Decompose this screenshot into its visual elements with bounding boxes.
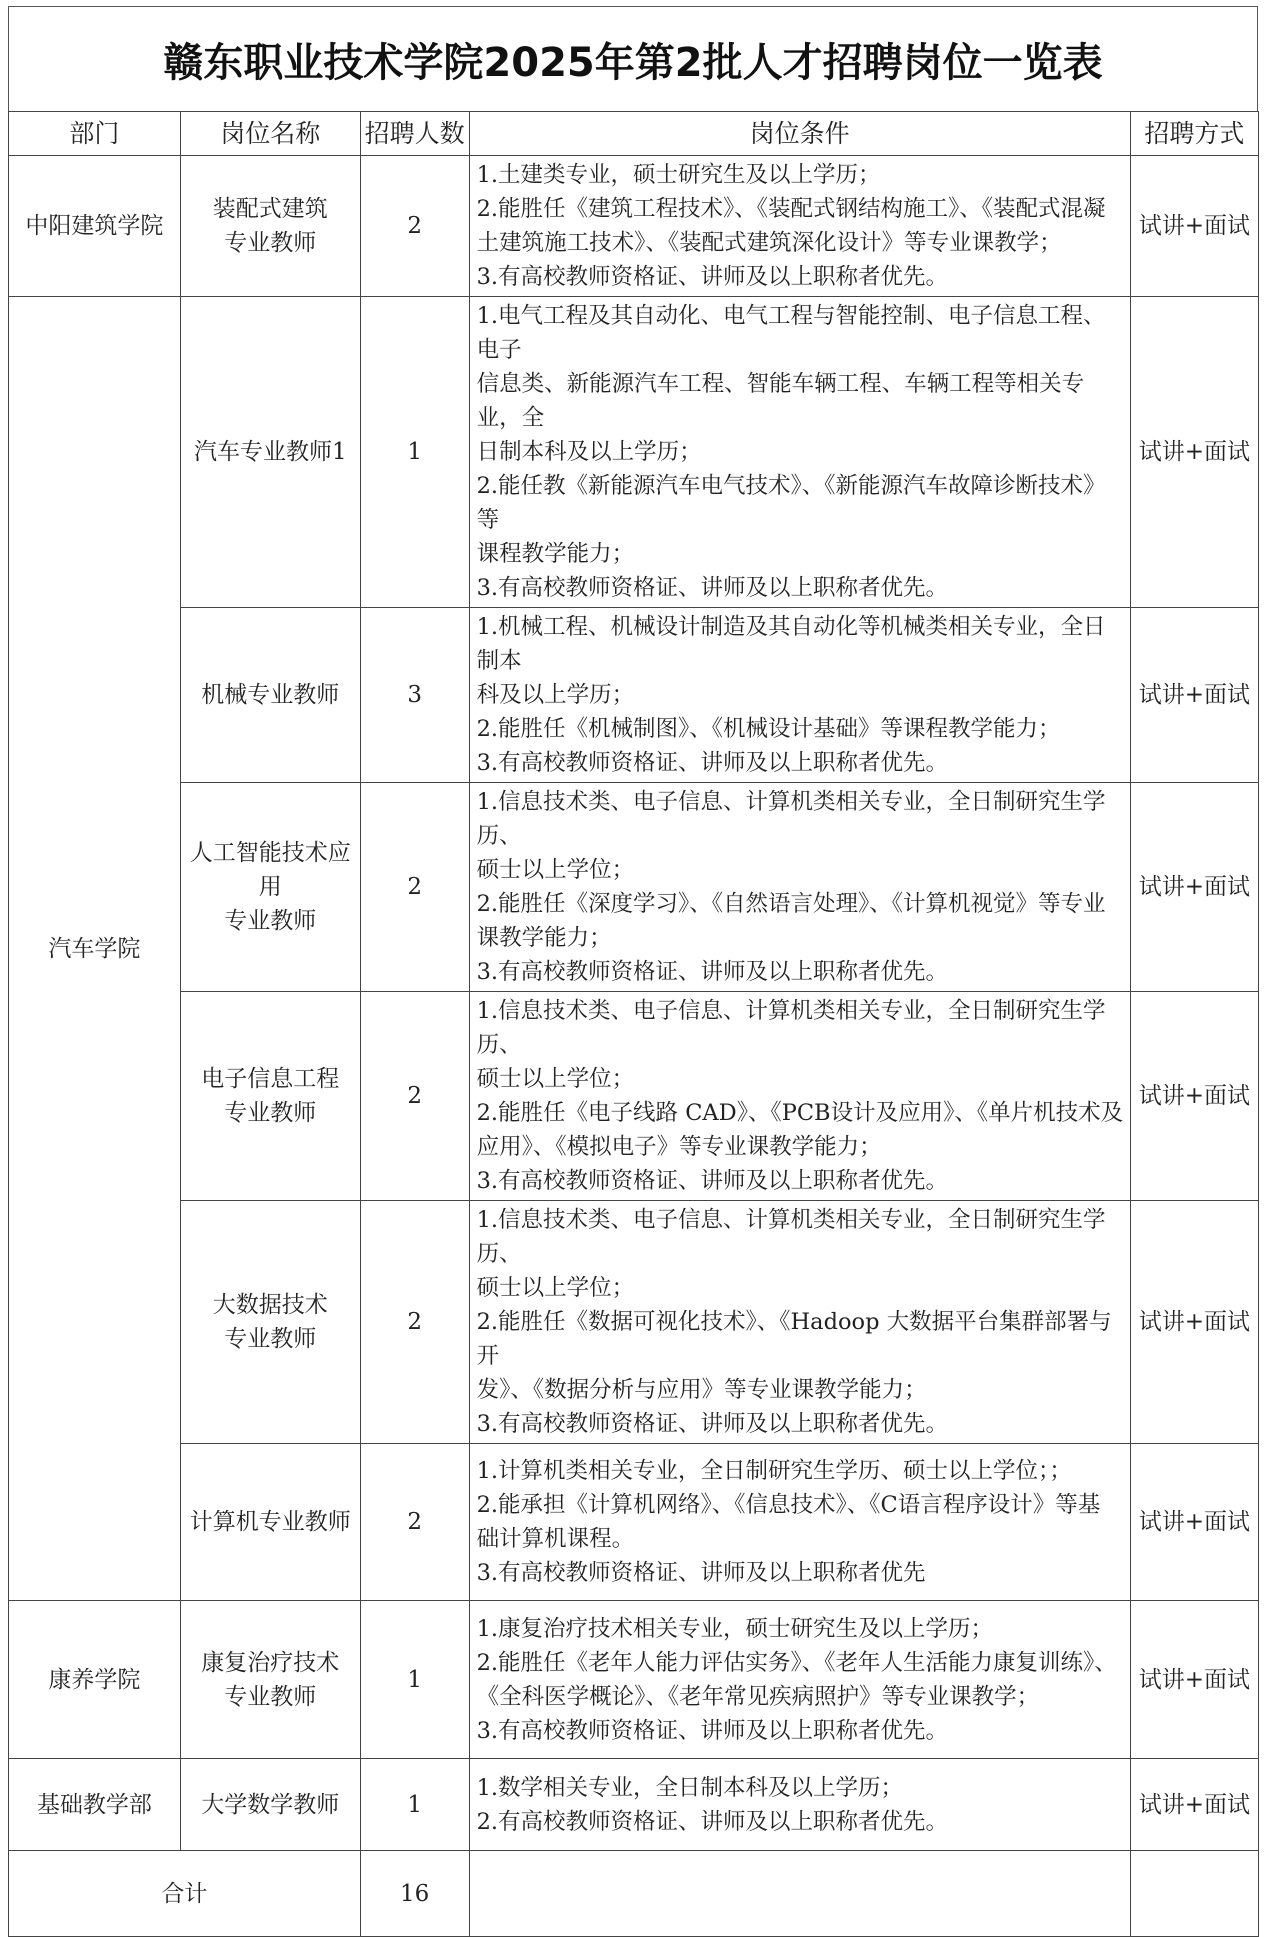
position-cell — [180, 1444, 360, 1601]
header-conditions: 岗位条件 — [469, 112, 1130, 156]
condition-line: 3.有高校教师资格证、讲师及以上职称者优先。 — [476, 1168, 949, 1194]
position-line: 电子信息工程 — [201, 1066, 340, 1092]
condition-line: 3.有高校教师资格证、讲师及以上职称者优先。 — [476, 1411, 949, 1437]
position-cell — [180, 297, 360, 608]
method-cell: 试讲+面试 — [1130, 608, 1258, 783]
position-line: 汽车专业教师1 — [193, 439, 347, 465]
header-method: 招聘方式 — [1130, 112, 1258, 156]
position-line: 大学数学教师 — [201, 1791, 340, 1818]
total-empty-method — [1130, 1851, 1258, 1937]
condition-line: 3.有高校教师资格证、讲师及以上职称者优先。 — [476, 1717, 949, 1744]
condition-line: 2.能胜任《老年人能力评估实务》、《老年人生活能力康复训练》、 — [476, 1649, 1117, 1676]
condition-line: 3.有高校教师资格证、讲师及以上职称者优先。 — [476, 575, 949, 601]
conditions-cell — [469, 297, 1130, 608]
position-cell — [180, 1759, 360, 1851]
count-cell: 1 — [360, 1759, 469, 1851]
position-line: 专业教师 — [224, 1100, 317, 1126]
conditions-cell — [469, 156, 1130, 297]
position-line: 康复治疗技术 — [201, 1649, 340, 1676]
condition-line: 1.土建类专业，硕士研究生及以上学历； — [476, 162, 881, 188]
position-line: 人工智能技术应用 — [189, 840, 351, 900]
dept-cell: 汽车学院 — [9, 297, 181, 1601]
condition-line: 1.计算机类相关专业，全日制研究生学历、硕士以上学位；； — [476, 1458, 1072, 1484]
condition-line: 课教学能力； — [476, 925, 612, 951]
condition-line: 2.能胜任《深度学习》、《自然语言处理》、《计算机视觉》等专业 — [476, 891, 1106, 917]
position-line: 机械专业教师 — [201, 682, 340, 708]
table-row — [9, 1601, 1259, 1759]
header-count: 招聘人数 — [360, 112, 469, 156]
condition-line: 1.信息技术类、电子信息、计算机类相关专业，全日制研究生学历、 — [476, 1207, 1106, 1267]
conditions-cell — [469, 1201, 1130, 1444]
position-line: 专业教师 — [224, 1683, 317, 1710]
count-cell: 1 — [360, 297, 469, 608]
condition-line: 3.有高校教师资格证、讲师及以上职称者优先 — [476, 1560, 926, 1586]
condition-line: 发》、《数据分析与应用》等专业课教学能力； — [476, 1377, 927, 1403]
condition-line: 信息类、新能源汽车工程、智能车辆工程、车辆工程等相关专业，全 — [476, 371, 1085, 431]
condition-line: 1.数学相关专业，全日制本科及以上学历； — [476, 1774, 904, 1801]
position-line: 专业教师 — [224, 230, 317, 256]
position-line: 计算机专业教师 — [189, 1509, 351, 1535]
position-line: 专业教师 — [224, 908, 317, 934]
method-cell: 试讲+面试 — [1130, 297, 1258, 608]
conditions-cell — [469, 992, 1130, 1201]
table-row — [9, 297, 1259, 608]
dept-cell: 中阳建筑学院 — [9, 156, 181, 297]
conditions-cell — [469, 608, 1130, 783]
table-row — [9, 992, 1259, 1201]
recruitment-table — [8, 111, 1259, 1937]
condition-line: 日制本科及以上学历； — [476, 439, 702, 465]
condition-line: 课程教学能力； — [476, 541, 635, 567]
condition-line: 科及以上学历； — [476, 682, 635, 708]
count-cell: 2 — [360, 992, 469, 1201]
position-cell — [180, 156, 360, 297]
table-row — [9, 608, 1259, 783]
count-cell: 2 — [360, 156, 469, 297]
condition-line: 硕士以上学位； — [476, 857, 635, 883]
table-row — [9, 1201, 1259, 1444]
condition-line: 应用》、《模拟电子》等专业课教学能力； — [476, 1134, 882, 1160]
conditions-cell — [469, 1444, 1130, 1601]
dept-cell: 康养学院 — [9, 1601, 181, 1759]
condition-line: 土建筑施工技术》、《装配式建筑深化设计》等专业课教学； — [476, 230, 1062, 256]
conditions-cell — [469, 783, 1130, 992]
position-cell — [180, 783, 360, 992]
count-cell: 1 — [360, 1601, 469, 1759]
total-count: 16 — [360, 1851, 469, 1937]
table-row — [9, 1759, 1259, 1851]
count-cell: 2 — [360, 783, 469, 992]
condition-line: 2.有高校教师资格证、讲师及以上职称者优先。 — [476, 1808, 949, 1835]
condition-line: 3.有高校教师资格证、讲师及以上职称者优先。 — [476, 264, 949, 290]
method-cell: 试讲+面试 — [1130, 1444, 1258, 1601]
condition-line: 1.电气工程及其自动化、电气工程与智能控制、电子信息工程、电子 — [476, 303, 1106, 363]
position-line: 大数据技术 — [212, 1292, 328, 1318]
conditions-cell — [469, 1601, 1130, 1759]
position-line: 专业教师 — [224, 1326, 317, 1352]
condition-line: 2.能承担《计算机网络》、《信息技术》、《C语言程序设计》等基 — [476, 1492, 1101, 1518]
method-cell: 试讲+面试 — [1130, 1759, 1258, 1851]
count-cell: 2 — [360, 1201, 469, 1444]
condition-line: 3.有高校教师资格证、讲师及以上职称者优先。 — [476, 750, 949, 776]
count-cell: 2 — [360, 1444, 469, 1601]
position-cell — [180, 1201, 360, 1444]
condition-line: 1.信息技术类、电子信息、计算机类相关专业，全日制研究生学历、 — [476, 998, 1106, 1058]
header-dept: 部门 — [9, 112, 181, 156]
table-row — [9, 156, 1259, 297]
method-cell: 试讲+面试 — [1130, 156, 1258, 297]
condition-line: 硕士以上学位； — [476, 1066, 635, 1092]
condition-line: 2.能胜任《数据可视化技术》、《Hadoop 大数据平台集群部署与开 — [476, 1309, 1112, 1369]
dept-cell: 基础教学部 — [9, 1759, 181, 1851]
method-cell: 试讲+面试 — [1130, 992, 1258, 1201]
condition-line: 础计算机课程。 — [476, 1526, 635, 1552]
condition-line: 2.能胜任《机械制图》、《机械设计基础》等课程教学能力； — [476, 716, 1061, 742]
table-row — [9, 1444, 1259, 1601]
condition-line: 2.能胜任《电子线路 CAD》、《PCB设计及应用》、《单片机技术及 — [476, 1100, 1124, 1126]
position-line: 装配式建筑 — [212, 196, 328, 222]
position-cell — [180, 1601, 360, 1759]
condition-line: 1.机械工程、机械设计制造及其自动化等机械类相关专业，全日制本 — [476, 614, 1106, 674]
condition-line: 1.信息技术类、电子信息、计算机类相关专业，全日制研究生学历、 — [476, 789, 1106, 849]
header-row — [9, 112, 1259, 156]
condition-line: 2.能胜任《建筑工程技术》、《装配式钢结构施工》、《装配式混凝 — [476, 196, 1106, 222]
total-row — [9, 1851, 1259, 1937]
condition-line: 硕士以上学位； — [476, 1275, 635, 1301]
total-label: 合计 — [9, 1851, 361, 1937]
method-cell: 试讲+面试 — [1130, 1201, 1258, 1444]
page-title: 赣东职业技术学院2025年第2批人才招聘岗位一览表 — [8, 6, 1258, 111]
condition-line: 《全科医学概论》、《老年常见疾病照护》等专业课教学； — [476, 1683, 1040, 1710]
header-position: 岗位名称 — [180, 112, 360, 156]
method-cell: 试讲+面试 — [1130, 783, 1258, 992]
table-row — [9, 783, 1259, 992]
position-cell — [180, 608, 360, 783]
condition-line: 3.有高校教师资格证、讲师及以上职称者优先。 — [476, 959, 949, 985]
condition-line: 2.能任教《新能源汽车电气技术》、《新能源汽车故障诊断技术》等 — [476, 473, 1106, 533]
conditions-cell — [469, 1759, 1130, 1851]
position-cell — [180, 992, 360, 1201]
condition-line: 1.康复治疗技术相关专业，硕士研究生及以上学历； — [476, 1615, 994, 1642]
count-cell: 3 — [360, 608, 469, 783]
method-cell: 试讲+面试 — [1130, 1601, 1258, 1759]
total-empty-conditions — [469, 1851, 1130, 1937]
